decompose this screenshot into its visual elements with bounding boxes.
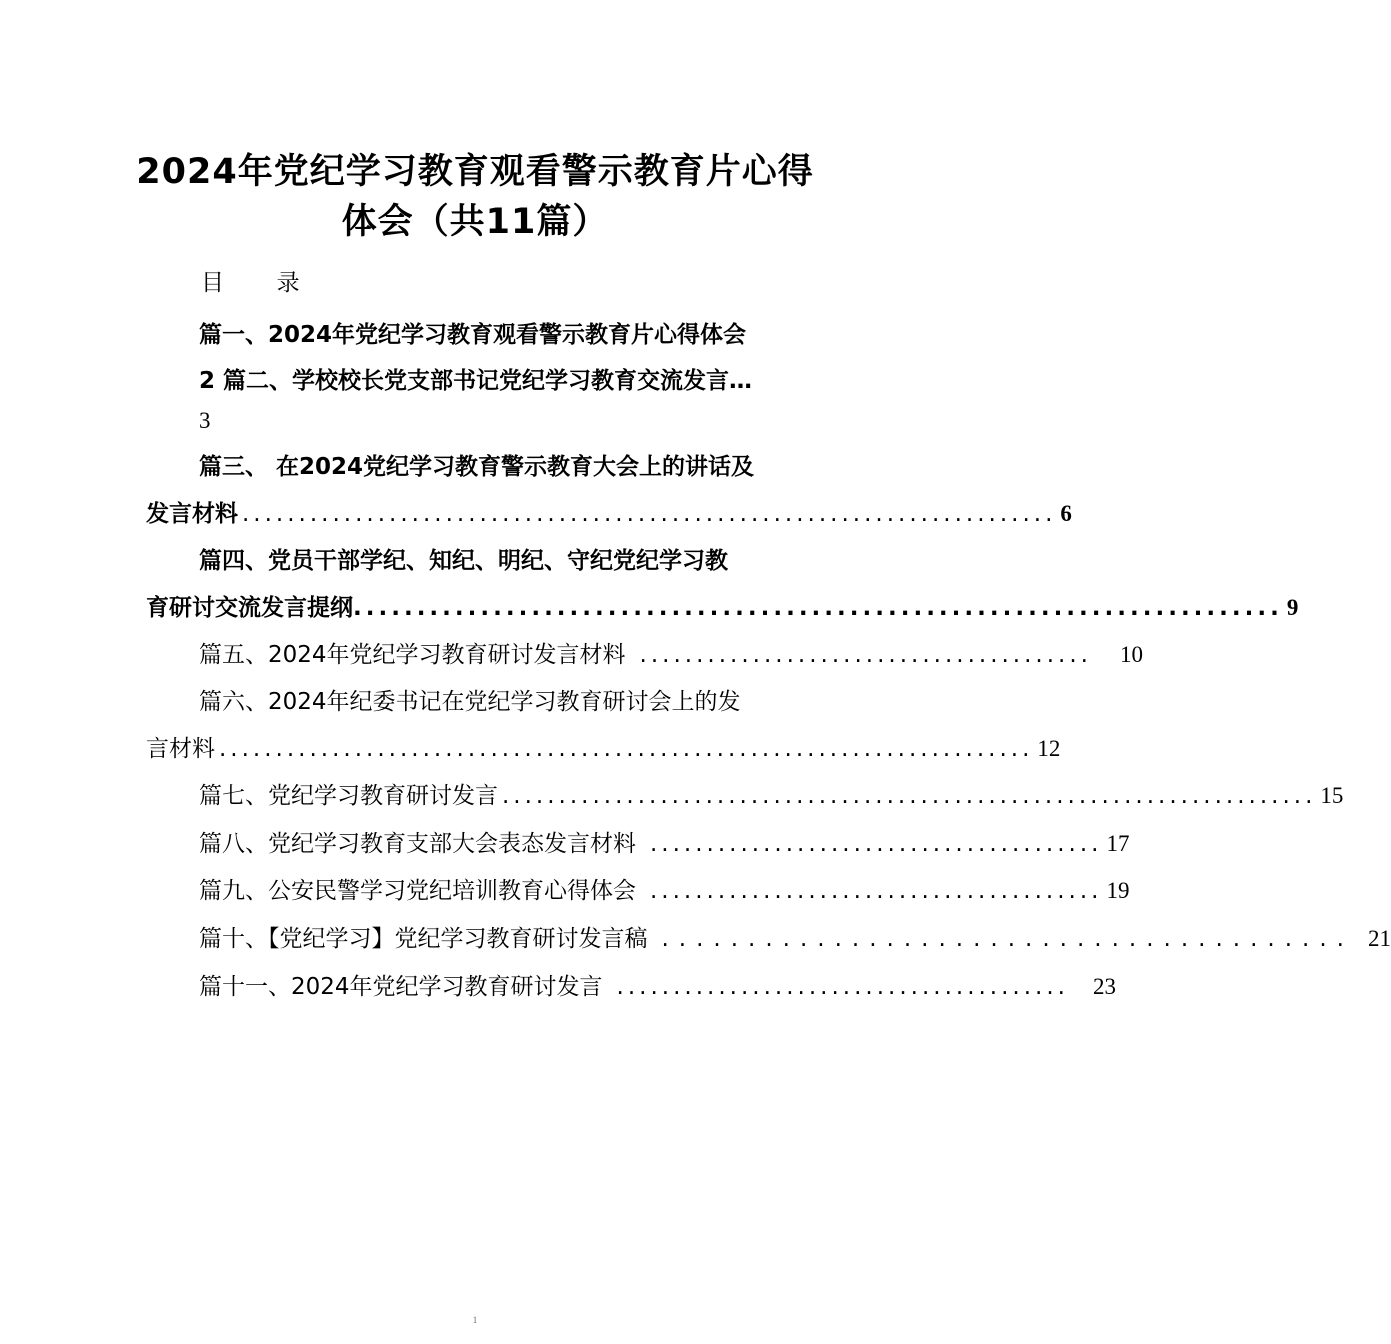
toc-entry-4-page: 9 xyxy=(1286,595,1299,620)
toc-leader: ........................................ xyxy=(616,974,1069,1000)
toc-entry-6-line-2[interactable] xyxy=(146,730,1061,763)
toc-entry-7-title: 篇七、党纪学习教育研讨发言 xyxy=(199,783,498,809)
toc-leader: ........................................................................ xyxy=(219,736,1034,762)
toc-entry-3-line-2[interactable] xyxy=(146,495,1072,528)
toc-entry-11-title: 篇十一、2024年党纪学习教育研讨发言 xyxy=(199,974,603,1000)
toc-entry-1-title[interactable]: 篇一、2024年党纪学习教育观看警示教育片心得体会 xyxy=(199,322,747,348)
toc-leader: ........................................ xyxy=(650,878,1103,904)
toc-entry-4-title-cont: 育研讨交流发言提纲. xyxy=(146,595,362,621)
toc-entry-8-page: 17 xyxy=(1106,831,1130,856)
toc-entry-8[interactable] xyxy=(199,825,1130,858)
toc-entry-3-page: 6 xyxy=(1060,501,1072,526)
toc-leader: ........................................................................ xyxy=(242,501,1057,527)
toc-entry-2[interactable] xyxy=(199,362,814,395)
toc-entry-1-page: 2 xyxy=(199,368,216,394)
toc-entry-2-page: 3 xyxy=(199,408,211,433)
toc-entry-7[interactable] xyxy=(199,777,1344,810)
toc-entry-4-line-2[interactable] xyxy=(146,589,1299,622)
toc-entry-4-title[interactable]: 篇四、党员干部学纪、知纪、明纪、守纪党纪学习教 xyxy=(199,548,728,574)
toc-heading-char-2: 录 xyxy=(276,270,300,296)
toc-leader: ........................................................................ xyxy=(502,783,1317,809)
toc-entry-10-page: 21 xyxy=(1367,926,1391,951)
toc-entry-6-title-cont: 言材料 xyxy=(146,736,215,762)
toc-leader: ........................................ xyxy=(639,642,1092,668)
toc-entry-5-page: 10 xyxy=(1120,642,1143,667)
toc-entry-10-title: 篇十、【党纪学习】党纪学习教育研讨发言稿 xyxy=(199,926,648,952)
toc-entry-9-title: 篇九、公安民警学习党纪培训教育心得体会 xyxy=(199,878,636,904)
toc-entry-5[interactable] xyxy=(199,636,1143,669)
toc-entry-9[interactable] xyxy=(199,872,1130,905)
toc-entry-6-page: 12 xyxy=(1037,736,1061,761)
page-number: 1 xyxy=(472,1315,478,1325)
toc-entry-6-title[interactable]: 篇六、2024年纪委书记在党纪学习教育研讨会上的发 xyxy=(199,689,741,715)
toc-leader: ........................................ xyxy=(650,831,1103,857)
toc-entry-8-title: 篇八、党纪学习教育支部大会表态发言材料 xyxy=(199,831,636,857)
toc-heading xyxy=(201,264,300,297)
toc-entry-3-title-cont: 发言材料 xyxy=(146,501,238,527)
toc-entry-7-page: 15 xyxy=(1320,783,1344,808)
document-title-line-1: 2024年党纪学习教育观看警示教育片心得 xyxy=(136,152,814,192)
toc-entry-5-title: 篇五、2024年党纪学习教育研讨发言材料 xyxy=(199,642,626,668)
toc-entry-2-title: 篇二、学校校长党支部书记党纪学习教育交流发言… xyxy=(223,368,753,394)
toc-entry-3-title[interactable]: 篇三、 在2024党纪学习教育警示教育大会上的讲话及 xyxy=(199,454,755,480)
toc-leader: ........................................ xyxy=(661,926,1354,952)
toc-entry-9-page: 19 xyxy=(1106,878,1130,903)
toc-entry-11-page: 23 xyxy=(1093,974,1116,999)
document-title-line-2: 体会（共11篇） xyxy=(341,202,609,242)
toc-entry-10[interactable] xyxy=(199,920,1391,953)
toc-leader: ........................................................................ xyxy=(365,595,1283,621)
toc-heading-char-1: 目 xyxy=(201,270,224,296)
toc-entry-11[interactable] xyxy=(199,968,1116,1001)
